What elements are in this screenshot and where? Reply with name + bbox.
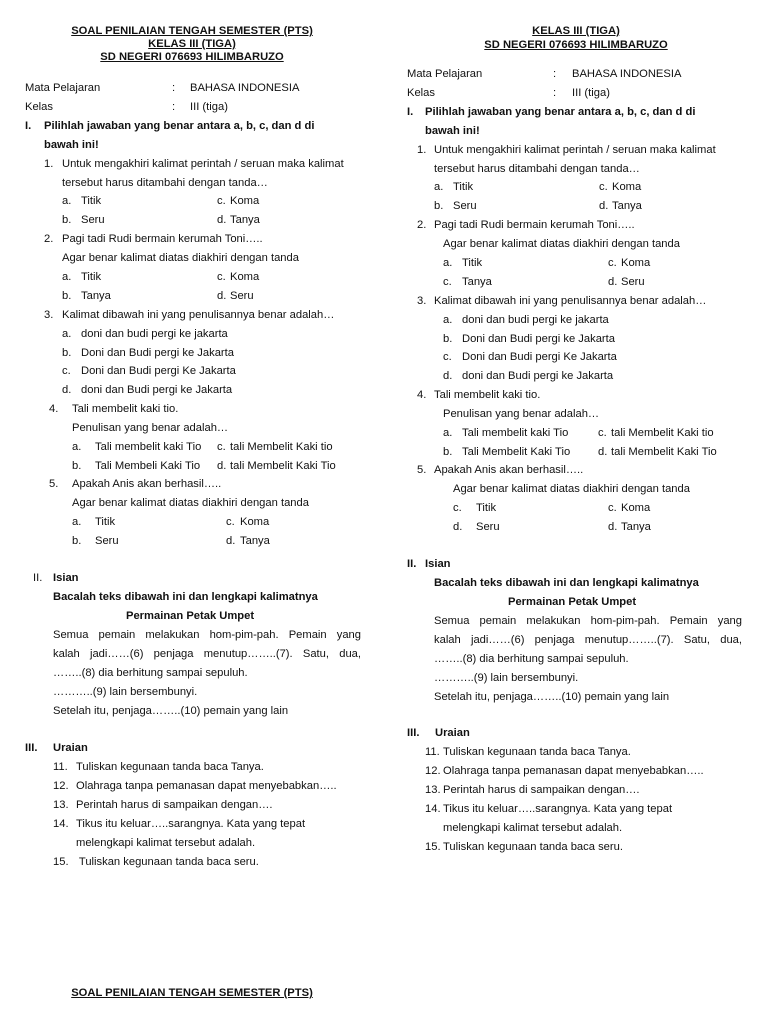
left-info-class-value: III (tiga): [190, 101, 228, 113]
left-header-title: SOAL PENILAIAN TENGAH SEMESTER (PTS): [71, 25, 313, 37]
left-q3-opt-d: doni dan Budi pergi ke Jakarta: [81, 384, 233, 396]
right-s2-num: II.: [407, 558, 417, 570]
right-q1-opt-a: Titik: [453, 181, 474, 193]
right-q1-text-cont: tersebut harus ditambahi dengan tanda…: [434, 163, 640, 175]
right-s2-instruction: Bacalah teks dibawah ini dan lengkapi kalimatnya: [434, 577, 699, 589]
left-q3-text: Kalimat dibawah ini yang penulisannya benar adalah…: [62, 309, 335, 321]
left-q2-opt-c: Koma: [230, 271, 260, 283]
right-s2-paragraph-line5: Setelah itu, penjaga……..(10) pemain yang lain: [434, 691, 670, 703]
right-s3-item-11-num: 11.: [425, 746, 440, 758]
right-q3-num: 3.: [417, 295, 427, 307]
left-q4-opt-d: tali Membelit Kaki Tio: [230, 460, 336, 472]
left-q4-opt-a: Tali membelit kaki Tio: [95, 441, 202, 453]
left-s3-item-12: Olahraga tanpa pemanasan dapat menyebabkan…..: [76, 780, 337, 792]
right-q2-opt-d-letter: d.: [608, 276, 618, 288]
left-s2-instruction: Bacalah teks dibawah ini dan lengkapi kalimatnya: [53, 591, 318, 603]
right-q5-opt-b: Seru: [476, 521, 500, 533]
right-q2-opt-d: Seru: [621, 276, 645, 288]
right-s1-title: Pilihlah jawaban yang benar antara a, b, c, dan d di: [425, 106, 696, 118]
right-q3-opt-c-letter: c.: [443, 351, 452, 363]
left-q5-text-cont: Agar benar kalimat diatas diakhiri dengan tanda: [72, 497, 309, 509]
left-s3-item-13: Perintah harus di sampaikan dengan….: [76, 799, 273, 811]
left-s3-item-14: Tikus itu keluar…..sarangnya. Kata yang tepat: [76, 818, 306, 830]
right-q5-opt-c-letter: c.: [608, 502, 617, 514]
left-q5-opt-b-letter: b.: [72, 535, 82, 547]
right-q4-opt-a-letter: a.: [443, 427, 453, 439]
right-s2-paragraph-line4: ………..(9) lain bersembunyi.: [434, 672, 579, 684]
left-q5-opt-d: Tanya: [240, 535, 270, 547]
right-q2-opt-c-letter: c.: [608, 257, 617, 269]
left-q3-opt-b-letter: b.: [62, 347, 72, 359]
left-q5-opt-c: Koma: [240, 516, 270, 528]
right-q2-opt-a: Titik: [462, 257, 483, 269]
left-s3-item-13-num: 13.: [53, 799, 69, 811]
right-q2-text-cont: Agar benar kalimat diatas diakhiri dengan tanda: [443, 238, 680, 250]
left-q3-opt-b: Doni dan Budi pergi ke Jakarta: [81, 347, 234, 359]
left-s3-title: Uraian: [53, 742, 88, 754]
left-s1-num: I.: [25, 120, 32, 132]
right-q4-opt-b-letter: b.: [443, 446, 453, 458]
right-q1-text: Untuk mengakhiri kalimat perintah / seruan maka kalimat: [434, 144, 716, 156]
left-s2-title: Isian: [53, 572, 79, 584]
right-q5-opt-a-letter: c.: [453, 502, 462, 514]
left-q2-opt-a-letter: a.: [62, 271, 72, 283]
right-q1-opt-c-letter: c.: [599, 181, 608, 193]
left-s2-num: II.: [33, 572, 43, 584]
left-s3-item-11: Tuliskan kegunaan tanda baca Tanya.: [76, 761, 264, 773]
right-s1-num: I.: [407, 106, 414, 118]
left-q2-opt-b: Tanya: [81, 290, 111, 302]
right-q5-opt-a: Titik: [476, 502, 497, 514]
right-q4-opt-b: Tali Membelit Kaki Tio: [462, 446, 571, 458]
right-q2-opt-c: Koma: [621, 257, 651, 269]
left-s2-paragraph-line2: kalah jadi……(6) penjaga menutup……..(7). Satu, dua,: [53, 648, 361, 660]
left-s3-item-14-num: 14.: [53, 818, 69, 830]
left-q1-opt-d: Tanya: [230, 214, 260, 226]
left-q4-opt-d-letter: d.: [217, 460, 227, 472]
left-s2-story-title: Permainan Petak Umpet: [126, 610, 255, 622]
right-s2-title: Isian: [425, 558, 451, 570]
left-q5-text: Apakah Anis akan berhasil…..: [72, 478, 222, 490]
left-q5-opt-a: Titik: [95, 516, 116, 528]
right-q1-opt-a-letter: a.: [434, 181, 444, 193]
left-q2-opt-d-letter: d.: [217, 290, 227, 302]
left-q4-opt-b-letter: b.: [72, 460, 82, 472]
left-q5-opt-a-letter: a.: [72, 516, 82, 528]
left-s2-paragraph-line5: Setelah itu, penjaga……..(10) pemain yang lain: [53, 705, 289, 717]
right-q4-opt-c-letter: c.: [598, 427, 607, 439]
left-s3-item-11-num: 11.: [53, 761, 68, 773]
left-info-subject-label: Mata Pelajaran: [25, 82, 101, 94]
right-s3-item-12: Olahraga tanpa pemanasan dapat menyebabkan…..: [443, 765, 704, 777]
left-q1-opt-b: Seru: [81, 214, 105, 226]
right-s3-item-15: Tuliskan kegunaan tanda baca seru.: [443, 841, 623, 853]
left-q2-num: 2.: [44, 233, 54, 245]
left-s3-item-12-num: 12.: [53, 780, 69, 792]
right-q1-opt-b: Seru: [453, 200, 477, 212]
right-q4-opt-d: tali Membelit Kaki Tio: [611, 446, 717, 458]
right-info-subject-label: Mata Pelajaran: [407, 68, 483, 80]
left-q5-opt-c-letter: c.: [226, 516, 235, 528]
right-q3-opt-a-letter: a.: [443, 314, 453, 326]
right-q5-text-cont: Agar benar kalimat diatas diakhiri dengan tanda: [453, 483, 690, 495]
left-footer-title: SOAL PENILAIAN TENGAH SEMESTER (PTS): [71, 987, 313, 999]
right-q3-opt-b: Doni dan Budi pergi ke Jakarta: [462, 333, 615, 345]
right-q2-num: 2.: [417, 219, 427, 231]
left-q1-num: 1.: [44, 158, 54, 170]
right-q5-opt-b-letter: d.: [453, 521, 463, 533]
right-s3-item-13: Perintah harus di sampaikan dengan….: [443, 784, 640, 796]
right-s3-item-14: Tikus itu keluar…..sarangnya. Kata yang tepat: [443, 803, 673, 815]
right-q2-opt-b-letter: c.: [443, 276, 452, 288]
left-header-class: KELAS III (TIGA): [148, 38, 236, 50]
right-q3-opt-d-letter: d.: [443, 370, 453, 382]
left-q4-opt-a-letter: a.: [72, 441, 82, 453]
left-s2-paragraph-line4: ………..(9) lain bersembunyi.: [53, 686, 198, 698]
left-q2-text: Pagi tadi Rudi bermain kerumah Toni…..: [62, 233, 263, 245]
right-q5-num: 5.: [417, 464, 427, 476]
left-q4-num: 4.: [49, 403, 59, 415]
right-q3-opt-b-letter: b.: [443, 333, 453, 345]
right-q4-opt-a: Tali membelit kaki Tio: [462, 427, 569, 439]
left-q1-opt-d-letter: d.: [217, 214, 227, 226]
left-q3-opt-d-letter: d.: [62, 384, 72, 396]
left-q1-opt-c-letter: c.: [217, 195, 226, 207]
left-info-class-sep: :: [172, 101, 176, 113]
right-q2-text: Pagi tadi Rudi bermain kerumah Toni…..: [434, 219, 635, 231]
right-s3-item-15-num: 15.: [425, 841, 441, 853]
left-q2-opt-d: Seru: [230, 290, 254, 302]
right-q2-opt-b: Tanya: [462, 276, 492, 288]
left-q1-text-cont: tersebut harus ditambahi dengan tanda…: [62, 177, 268, 189]
right-s3-item-12-num: 12.: [425, 765, 441, 777]
right-q3-opt-a: doni dan budi pergi ke jakarta: [462, 314, 609, 326]
left-q5-opt-d-letter: d.: [226, 535, 236, 547]
right-q4-num: 4.: [417, 389, 427, 401]
right-s3-item-11: Tuliskan kegunaan tanda baca Tanya.: [443, 746, 631, 758]
left-s2-paragraph-line3: ……..(8) dia berhitung sampai sepuluh.: [53, 667, 248, 679]
right-s2-paragraph-line1: Semua pemain melakukan hom-pim-pah. Pemain yang: [434, 615, 742, 627]
left-s2-paragraph-line1: Semua pemain melakukan hom-pim-pah. Pemain yang: [53, 629, 361, 641]
left-q3-opt-a: doni dan budi pergi ke jakarta: [81, 328, 228, 340]
left-q3-opt-c: Doni dan Budi pergi Ke Jakarta: [81, 365, 236, 377]
left-q2-opt-a: Titik: [81, 271, 102, 283]
right-q3-opt-d: doni dan Budi pergi ke Jakarta: [462, 370, 614, 382]
right-q4-text-cont: Penulisan yang benar adalah…: [443, 408, 600, 420]
right-s3-item-14-num: 14.: [425, 803, 441, 815]
left-q5-num: 5.: [49, 478, 59, 490]
right-q5-opt-c: Koma: [621, 502, 651, 514]
right-q4-opt-c: tali Membelit Kaki tio: [611, 427, 714, 439]
left-q4-opt-c: tali Membelit Kaki tio: [230, 441, 333, 453]
left-s1-title: Pilihlah jawaban yang benar antara a, b, c, dan d di: [44, 120, 315, 132]
right-q1-opt-d-letter: d.: [599, 200, 609, 212]
left-s3-num: III.: [25, 742, 38, 754]
left-q4-text-cont: Penulisan yang benar adalah…: [72, 422, 229, 434]
right-info-class-sep: :: [553, 87, 557, 99]
left-q4-text: Tali membelit kaki tio.: [72, 403, 179, 415]
right-q5-opt-d: Tanya: [621, 521, 651, 533]
right-s1-title-cont: bawah ini!: [425, 125, 480, 137]
left-q1-opt-c: Koma: [230, 195, 260, 207]
right-info-class-label: Kelas: [407, 87, 435, 99]
right-q5-text: Apakah Anis akan berhasil…..: [434, 464, 584, 476]
left-s1-title-cont: bawah ini!: [44, 139, 99, 151]
right-s2-paragraph-line3: ……..(8) dia berhitung sampai sepuluh.: [434, 653, 629, 665]
left-info-subject-value: BAHASA INDONESIA: [190, 82, 300, 94]
right-q2-opt-a-letter: a.: [443, 257, 453, 269]
left-q1-opt-b-letter: b.: [62, 214, 72, 226]
left-q2-text-cont: Agar benar kalimat diatas diakhiri dengan tanda: [62, 252, 299, 264]
right-header-school: SD NEGERI 076693 HILIMBARUZO: [484, 39, 668, 51]
left-q1-opt-a: Titik: [81, 195, 102, 207]
left-q3-opt-a-letter: a.: [62, 328, 72, 340]
right-q5-opt-d-letter: d.: [608, 521, 618, 533]
left-q2-opt-c-letter: c.: [217, 271, 226, 283]
right-q3-text: Kalimat dibawah ini yang penulisannya benar adalah…: [434, 295, 707, 307]
right-q1-num: 1.: [417, 144, 427, 156]
left-q3-opt-c-letter: c.: [62, 365, 71, 377]
left-q4-opt-b: Tali Membeli Kaki Tio: [95, 460, 201, 472]
right-info-subject-sep: :: [553, 68, 557, 80]
right-info-class-value: III (tiga): [572, 87, 610, 99]
right-s3-item-13-num: 13.: [425, 784, 441, 796]
left-q1-text: Untuk mengakhiri kalimat perintah / seruan maka kalimat: [62, 158, 344, 170]
left-s3-item-14-cont: melengkapi kalimat tersebut adalah.: [76, 837, 256, 849]
left-q2-opt-b-letter: b.: [62, 290, 72, 302]
left-q4-opt-c-letter: c.: [217, 441, 226, 453]
left-q3-num: 3.: [44, 309, 54, 321]
left-header-school: SD NEGERI 076693 HILIMBARUZO: [100, 51, 284, 63]
right-s2-paragraph-line2: kalah jadi……(6) penjaga menutup……..(7). Satu, dua,: [434, 634, 742, 646]
left-s3-item-15: Tuliskan kegunaan tanda baca seru.: [76, 856, 259, 868]
right-header-class: KELAS III (TIGA): [532, 25, 620, 37]
right-q3-opt-c: Doni dan Budi pergi Ke Jakarta: [462, 351, 617, 363]
right-s3-num: III.: [407, 727, 420, 739]
right-s2-story-title: Permainan Petak Umpet: [508, 596, 637, 608]
left-info-subject-sep: :: [172, 82, 176, 94]
right-s3-item-14-cont: melengkapi kalimat tersebut adalah.: [443, 822, 623, 834]
left-q5-opt-b: Seru: [95, 535, 119, 547]
right-q1-opt-d: Tanya: [612, 200, 642, 212]
right-q4-opt-d-letter: d.: [598, 446, 608, 458]
left-info-class-label: Kelas: [25, 101, 53, 113]
left-q1-opt-a-letter: a.: [62, 195, 72, 207]
right-q1-opt-c: Koma: [612, 181, 642, 193]
right-q1-opt-b-letter: b.: [434, 200, 444, 212]
right-info-subject-value: BAHASA INDONESIA: [572, 68, 682, 80]
right-q4-text: Tali membelit kaki tio.: [434, 389, 541, 401]
left-s3-item-15-num: 15.: [53, 856, 69, 868]
right-s3-title: Uraian: [435, 727, 470, 739]
